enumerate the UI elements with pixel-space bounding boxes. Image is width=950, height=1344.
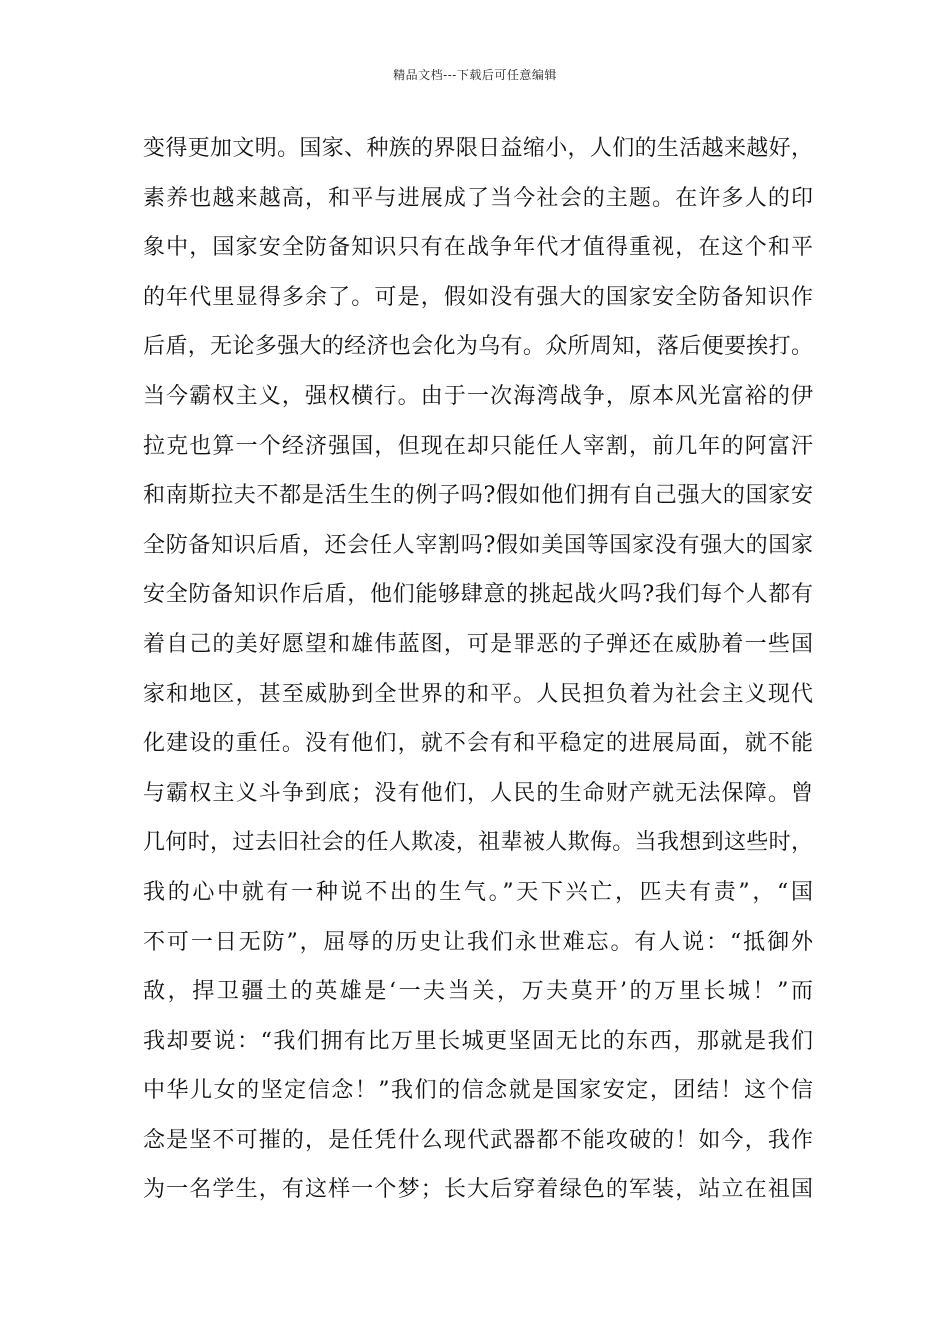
text-line: 家和地区，甚至威胁到全世界的和平。人民担负着为社会主义现代 [143,681,813,707]
text-line: 象中，国家安全防备知识只有在战争年代才值得重视，在这个和平 [143,235,813,261]
text-line: 后盾，无论多强大的经济也会化为乌有。众所周知，落后便要挨打。 [143,334,813,360]
text-line: 念是坚不可摧的，是任凭什么现代武器都不能攻破的！如今，我作 [143,1127,813,1153]
page-header: 精品文档---下载后可任意编辑 [393,68,557,82]
text-line: 不可一日无防”，屈辱的历史让我们永世难忘。有人说：“抵御外 [143,929,813,955]
body-text [143,124,813,1215]
text-line: 几何时，过去旧社会的任人欺凌，祖辈被人欺侮。当我想到这些时， [143,830,813,856]
text-line: 拉克也算一个经济强国，但现在却只能任人宰割，前几年的阿富汗 [143,433,813,459]
text-line: 全防备知识后盾，还会任人宰割吗?假如美国等国家没有强大的国家 [143,532,813,558]
text-line: 中华儿女的坚定信念！”我们的信念就是国家安定，团结！这个信 [143,1078,813,1104]
text-line: 素养也越来越高，和平与进展成了当今社会的主题。在许多人的印 [143,185,813,211]
text-line: 化建设的重任。没有他们，就不会有和平稳定的进展局面，就不能 [143,731,813,757]
text-line: 和南斯拉夫不都是活生生的例子吗?假如他们拥有自己强大的国家安 [143,483,813,509]
text-line: 着自己的美好愿望和雄伟蓝图，可是罪恶的子弹还在威胁着一些国 [143,631,813,657]
text-line: 当今霸权主义，强权横行。由于一次海湾战争，原本风光富裕的伊 [143,383,813,409]
text-line: 变得更加文明。国家、种族的界限日益缩小，人们的生活越来越好， [143,136,813,161]
text-line: 的年代里显得多余了。可是，假如没有强大的国家安全防备知识作 [143,284,813,310]
text-line: 敌，捍卫疆土的英雄是‘一夫当关，万夫莫开’的万里长城！”而 [143,979,813,1005]
text-line: 我却要说：“我们拥有比万里长城更坚固无比的东西，那就是我们 [143,1028,813,1054]
text-line: 与霸权主义斗争到底；没有他们，人民的生命财产就无法保障。曾 [143,780,813,806]
text-line: 安全防备知识作后盾，他们能够肆意的挑起战火吗?我们每个人都有 [143,582,813,608]
text-line: 为一名学生，有这样一个梦；长大后穿着绿色的军装，站立在祖国 [143,1177,813,1203]
text-line: 我的心中就有一种说不出的生气。”天下兴亡，匹夫有责”，“国 [143,879,813,905]
